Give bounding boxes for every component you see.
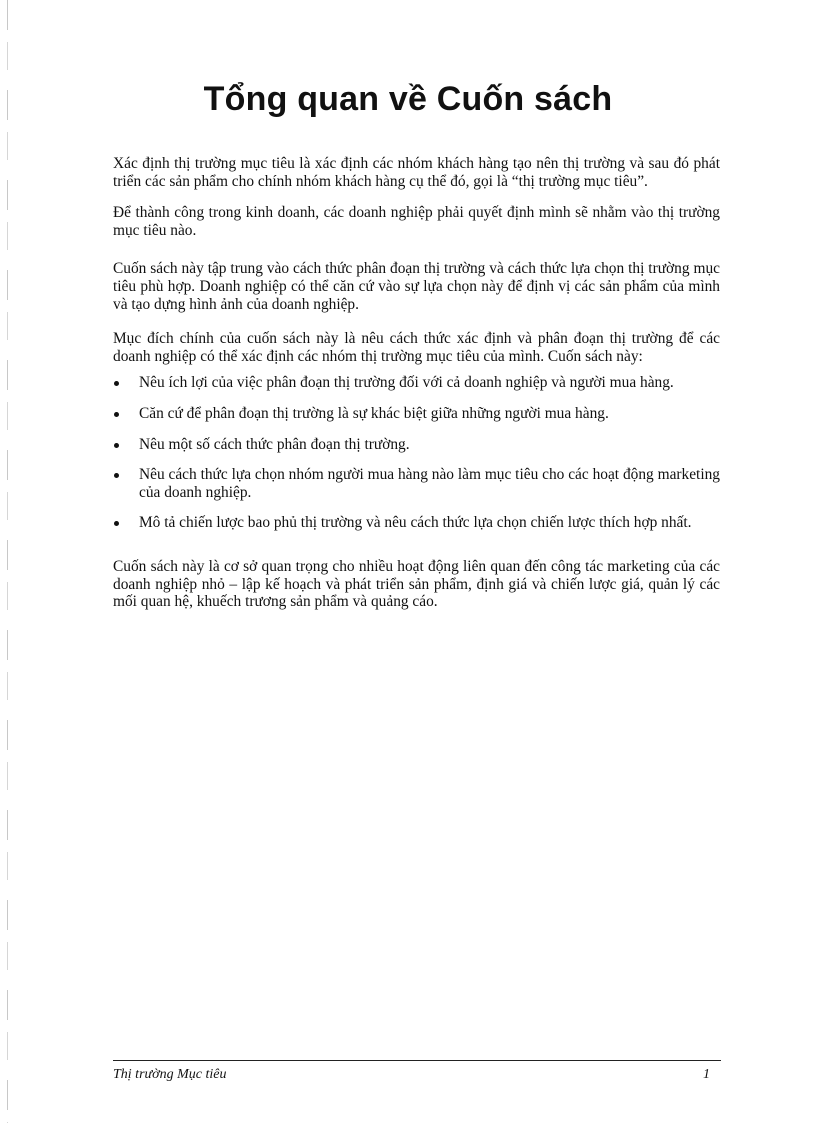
page-title: Tổng quan về Cuốn sách	[203, 80, 613, 118]
bullet-text: Nêu ích lợi của việc phân đoạn thị trường đối với cả doanh nghiệp và người mua hàng.	[139, 374, 674, 392]
scan-edge-artifact	[7, 0, 8, 1123]
paragraph-focus: Cuốn sách này tập trung vào cách thức phân đoạn thị trường và cách thức lựa chọn thị trường mục tiêu phù hợp. Doanh nghiệp có thể căn cứ vào sự lựa chọn này để định vị các sản phẩm của mình và tạo dựng hình ảnh của doanh nghiệp.	[113, 260, 720, 313]
bullet-icon	[114, 412, 119, 417]
bullet-icon	[114, 473, 119, 478]
footer-page-number: 1	[703, 1067, 710, 1082]
bullet-text: Mô tả chiến lược bao phủ thị trường và nêu cách thức lựa chọn chiến lược thích hợp nhất.	[139, 514, 692, 532]
bullet-item	[113, 514, 720, 532]
body-text	[113, 155, 720, 611]
bullet-item	[113, 374, 720, 392]
bullet-text: Nêu một số cách thức phân đoạn thị trường.	[139, 435, 410, 453]
footer-divider	[113, 1060, 721, 1061]
bullet-icon	[114, 521, 119, 526]
bullet-list	[113, 374, 720, 532]
paragraph-success: Để thành công trong kinh doanh, các doanh nghiệp phải quyết định mình sẽ nhằm vào thị trường mục tiêu nào.	[113, 204, 720, 239]
bullet-item	[113, 405, 720, 423]
bullet-item	[113, 466, 720, 501]
bullet-text: Nêu cách thức lựa chọn nhóm người mua hàng nào làm mục tiêu cho các hoạt động marketing của doanh nghiệp.	[139, 466, 720, 501]
bullet-icon	[114, 381, 119, 386]
paragraph-intro: Xác định thị trường mục tiêu là xác định các nhóm khách hàng tạo nên thị trường và sau đó phát triển các sản phẩm cho chính nhóm khách hàng cụ thể đó, gọi là “thị trường mục tiêu”.	[113, 155, 720, 190]
footer-running-title: Thị trường Mục tiêu	[113, 1067, 227, 1082]
bullet-text: Căn cứ để phân đoạn thị trường là sự khác biệt giữa những người mua hàng.	[139, 404, 609, 422]
paragraph-closing: Cuốn sách này là cơ sở quan trọng cho nhiều hoạt động liên quan đến công tác marketing của các doanh nghiệp nhỏ – lập kế hoạch và phát triển sản phẩm, định giá và chiến lược giá, quản lý các mối quan hệ, khuếch trương sản phẩm và quảng cáo.	[113, 557, 720, 611]
bullet-icon	[114, 443, 119, 448]
paragraph-purpose: Mục đích chính của cuốn sách này là nêu cách thức xác định và phân đoạn thị trường để các doanh nghiệp có thể xác định các nhóm thị trường mục tiêu của mình. Cuốn sách này:	[113, 330, 720, 365]
bullet-item	[113, 436, 720, 454]
